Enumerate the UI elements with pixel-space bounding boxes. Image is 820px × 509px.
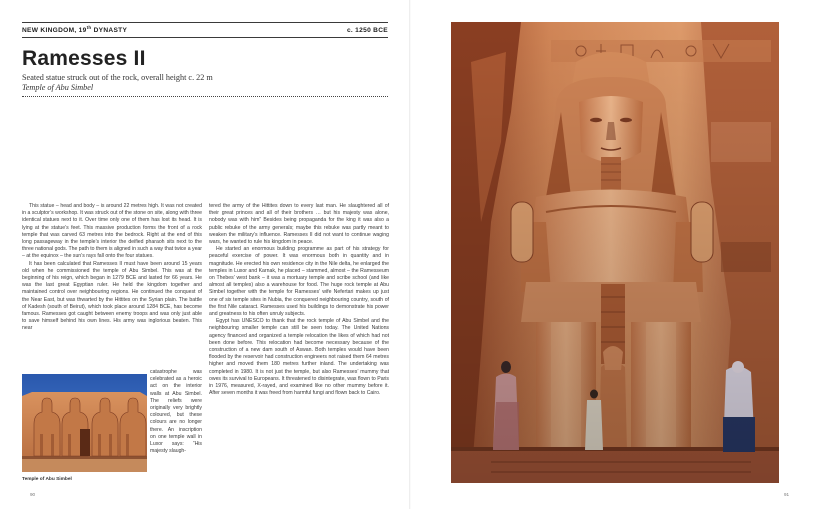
body-paragraph: tered the army of the Hittites down to every last man. He slaughtered all of their great princes and all of their brothers … but his majesty was alone, nobody was with him” Besides being propaganda for the king it was also a public rebuke of the army generals; maybe this rebuke was partly meant to weaken the military’s influence. Ramesses II did not want to continue waging wars, he wanted to rule his kingdom in peace.: [209, 203, 389, 246]
ramesses-statue-photo: [451, 22, 779, 483]
body-column-1-wrap: [150, 369, 202, 455]
body-column-1: [22, 203, 202, 333]
page-title: Ramesses II: [22, 47, 146, 70]
header-bottom-rule: [22, 37, 388, 38]
body-paragraph: This statue – head and body – is around 22 metres high. It was not created in a sculptor’s workshop. It was struck out of the stone on site, along with three identical statues next to it. Over time only one of them has lost its head. It is lying at the statue’s feet. This massive production forms the front of a rock temple that was carved 63 metres into the bedrock. Right at the end of this long passageway in the temple’s interior the deified pharaoh sits next to the three national gods. The path to them is aligned in such a way that twice a year – at the equinox – the sun’s rays fall onto the four statues.: [22, 203, 202, 260]
colossal-statue-illustration: [451, 22, 779, 483]
artwork-location: Temple of Abu Simbel: [22, 83, 94, 92]
temple-facade-illustration: [22, 374, 147, 472]
page-number-left: 90: [30, 492, 36, 497]
page-gutter: [409, 0, 411, 509]
header-dynasty-prefix: NEW KINGDOM, 19: [22, 27, 87, 35]
page-number-right: 91: [784, 492, 790, 497]
header-dynasty: [22, 25, 127, 34]
artwork-description: Seated statue struck out of the rock, overall height c. 22 m: [22, 73, 213, 82]
header-dynasty-suffix: DYNASTY: [91, 27, 128, 35]
body-paragraph: Egypt has UNESCO to thank that the rock temple of Abu Simbel and the neighbouring smaller temple can still be seen today. The United Nations agency financed and organized a temple relocation the likes of which had not been done before. This relocation had become necessary because of the construction of a new dam south of Aswan. Both temples would have been flooded by the reservoir had construction engineers not raised them 64 metres higher and moved them 180 metres further inland. The undertaking was completed in 1980. It is not just the temple, but also Ramesses’ mummy that owes its survival to Europeans. It threatened to disintegrate, was flown to Paris in 1976, measured, X-rayed, and examined like no other mummy before it. After seven months it was freed from harmful fungi and flown back to Cairo.: [209, 318, 389, 397]
body-paragraph-wrap: catastrophe was celebrated as a heroic act on the interior walls at Abu Simbel. The reliefs were originally very brightly coloured, but these colours are no longer there. An inscription on one temple wall in Luxor says: “His majesty slaugh-: [150, 369, 202, 455]
running-header: [22, 22, 388, 38]
body-column-2: [209, 203, 389, 397]
body-paragraph: He started an enormous building programme as part of his strategy for peaceful exercise of power. It was enormous both in quantity and in magnitude. He erected his own residence city in the Nile delta, he enlarged the temples in Luxor and Karnak, he placed – stammed, almost – the Ramesseum on Thebes’ west bank – it was a mortuary temple and scribe school (and like almost all temples) also a warehouse for food. The huge rock temple at Abu Simbel together with the temple for Ramesses’ wife Nefertari makes up just one of six temple sites in Nubia, the conquered neighbouring country, south of the first Nile cataract. Ramesses used his buildings to demonstrate his power and greatness to his often unruly subjects.: [209, 246, 389, 318]
body-paragraph: It has been calculated that Ramesses II must have been around 15 years old when he commissioned the temple of Abu Simbel. This was at the beginning of his reign, which began in 1279 BCE and lasted for 66 years. He was the last great Egyptian ruler. He held the kingdom together and maintained control over neighbouring regions. He continued the conquest of the Near East, but was thwarted by the Hittites on the Syrian plain. The battle of Kadesh (south of Beirut), which took place around 1284 BCE, has become famous. Ramesses got caught between enemy troops and was only just able to save himself behind his own lines. His army was inglorious beaten. This near: [22, 260, 202, 332]
header-date: c. 1250 BCE: [346, 26, 388, 34]
dotted-divider: [22, 96, 388, 97]
photo-caption: Temple of Abu Simbel: [22, 477, 72, 482]
header-dynasty-sup: th: [86, 25, 92, 31]
title-block: [22, 47, 388, 93]
temple-facade-photo: [22, 374, 147, 472]
